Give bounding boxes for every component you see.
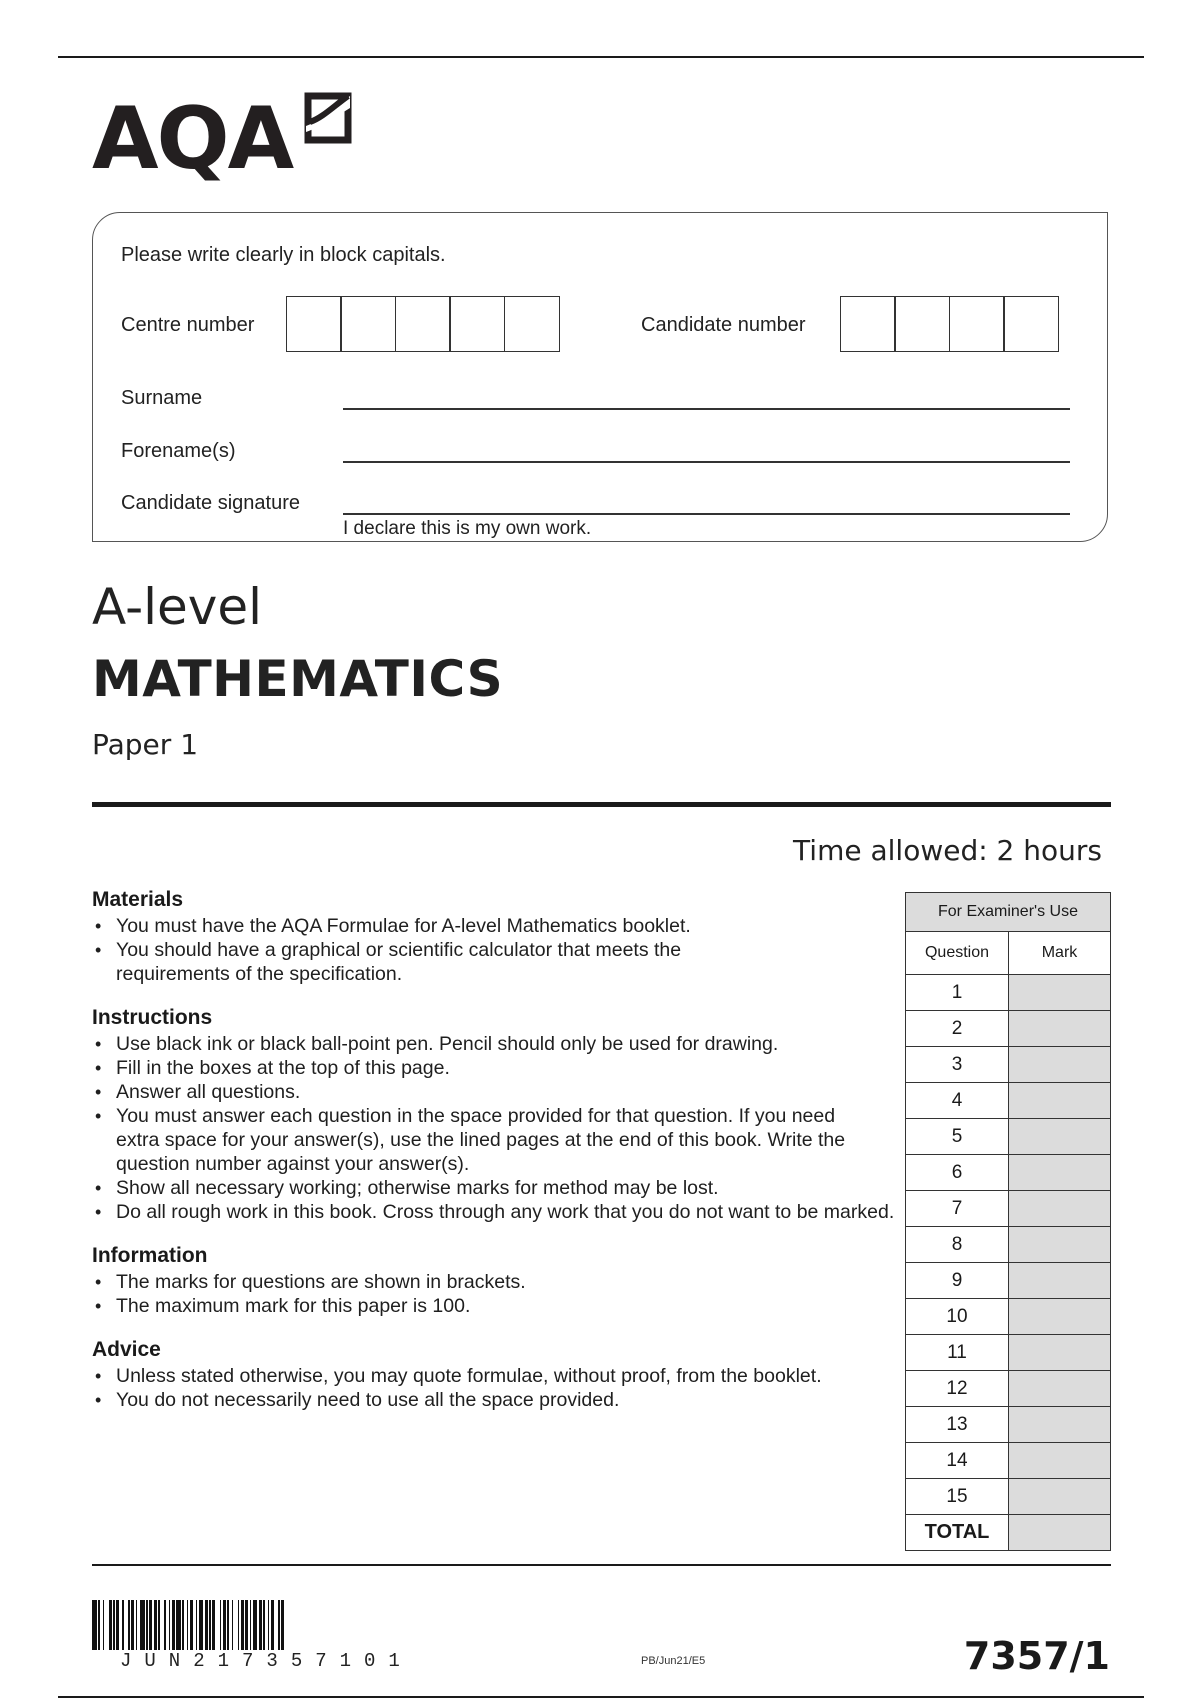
list-item: • You must have the AQA Formulae for A-level Mathematics booklet. <box>92 914 892 938</box>
section-heading: Materials <box>92 888 184 911</box>
mark-cell[interactable] <box>1009 1083 1111 1119</box>
question-number: 7 <box>906 1191 1009 1227</box>
question-number: 10 <box>906 1299 1009 1335</box>
aqa-logo-mark-icon <box>304 92 352 144</box>
barcode <box>92 1598 286 1650</box>
table-row <box>906 1191 1111 1227</box>
candidate-number-boxes[interactable] <box>841 296 1059 352</box>
list-item: • You must answer each question in the space provided for that question. If you need extra space for your answer(s), use the lined pages at the end of this book. Write the question number against your answer(s). <box>92 1104 856 1176</box>
total-mark-cell[interactable] <box>1009 1515 1111 1551</box>
candidate-number-digit-box[interactable] <box>840 296 896 352</box>
forenames-field[interactable] <box>343 461 1070 463</box>
subject-title: MATHEMATICS <box>92 650 504 708</box>
footer-divider <box>92 1564 1111 1566</box>
table-row <box>906 1047 1111 1083</box>
signature-label: Candidate signature <box>121 492 301 514</box>
mark-cell[interactable] <box>1009 1263 1111 1299</box>
table-row <box>906 1371 1111 1407</box>
mark-cell[interactable] <box>1009 1479 1111 1515</box>
mark-cell[interactable] <box>1009 1299 1111 1335</box>
table-row <box>906 1299 1111 1335</box>
surname-label: Surname <box>121 387 203 409</box>
mark-cell[interactable] <box>1009 1371 1111 1407</box>
centre-number-digit-box[interactable] <box>395 296 451 352</box>
candidate-number-digit-box[interactable] <box>949 296 1005 352</box>
examiner-use-table <box>905 892 1111 1551</box>
table-row <box>906 1155 1111 1191</box>
list-item: • Use black ink or black ball-point pen. Pencil should only be used for drawing. <box>92 1032 892 1056</box>
block-capitals-instruction: Please write clearly in block capitals. <box>121 244 446 266</box>
examiner-table-body <box>906 975 1111 1515</box>
document-reference: PB/Jun21/E5 <box>641 1655 706 1667</box>
question-number: 8 <box>906 1227 1009 1263</box>
declaration-text: I declare this is my own work. <box>343 518 592 539</box>
information-section <box>92 1244 892 1318</box>
question-number: 1 <box>906 975 1009 1011</box>
mark-cell[interactable] <box>1009 1011 1111 1047</box>
list-item: • Fill in the boxes at the top of this page. <box>92 1056 892 1080</box>
mark-cell[interactable] <box>1009 1119 1111 1155</box>
mark-cell[interactable] <box>1009 1407 1111 1443</box>
title-divider <box>92 802 1111 807</box>
table-row <box>906 1263 1111 1299</box>
total-label: TOTAL <box>906 1515 1009 1551</box>
table-row <box>906 1119 1111 1155</box>
question-number: 14 <box>906 1443 1009 1479</box>
mark-cell[interactable] <box>1009 1047 1111 1083</box>
signature-field[interactable] <box>343 513 1070 515</box>
table-row <box>906 975 1111 1011</box>
barcode-gap <box>284 1600 286 1650</box>
surname-field[interactable] <box>343 408 1070 410</box>
advice-section <box>92 1338 892 1412</box>
list-item: • Answer all questions. <box>92 1080 892 1104</box>
mark-cell[interactable] <box>1009 1443 1111 1479</box>
aqa-logo: AQA <box>92 89 293 189</box>
table-row <box>906 1011 1111 1047</box>
table-row <box>906 1083 1111 1119</box>
mark-cell[interactable] <box>1009 975 1111 1011</box>
list-item: • You do not necessarily need to use all the space provided. <box>92 1388 892 1412</box>
centre-number-digit-box[interactable] <box>340 296 396 352</box>
barcode-digits: JUN217357101 <box>120 1650 413 1672</box>
question-number: 6 <box>906 1155 1009 1191</box>
top-rule <box>58 56 1144 58</box>
list-item: • You should have a graphical or scientific calculator that meets the requirements of the specification. <box>92 938 776 986</box>
table-row <box>906 1443 1111 1479</box>
time-allowed: Time allowed: 2 hours <box>793 834 1102 867</box>
list-item: • The maximum mark for this paper is 100. <box>92 1294 892 1318</box>
candidate-number-digit-box[interactable] <box>1003 296 1059 352</box>
centre-number-digit-box[interactable] <box>286 296 342 352</box>
question-number: 5 <box>906 1119 1009 1155</box>
question-column-header: Question <box>906 932 1009 975</box>
list-item: • The marks for questions are shown in brackets. <box>92 1270 892 1294</box>
materials-section <box>92 888 892 986</box>
paper-code: 7357/1 <box>963 1634 1110 1678</box>
bottom-rule <box>58 1696 1144 1698</box>
examiner-table-title: For Examiner's Use <box>906 893 1111 932</box>
forenames-label: Forename(s) <box>121 440 236 462</box>
list-item: • Show all necessary working; otherwise marks for method may be lost. <box>92 1176 892 1200</box>
centre-number-boxes[interactable] <box>287 296 560 352</box>
table-row <box>906 1479 1111 1515</box>
question-number: 15 <box>906 1479 1009 1515</box>
qualification-level: A-level <box>92 578 263 636</box>
instructions-section <box>92 1006 895 1224</box>
mark-cell[interactable] <box>1009 1335 1111 1371</box>
instruction-sections <box>92 888 895 1432</box>
question-number: 9 <box>906 1263 1009 1299</box>
section-heading: Advice <box>92 1338 161 1361</box>
centre-number-label: Centre number <box>121 314 255 336</box>
question-number: 2 <box>906 1011 1009 1047</box>
mark-column-header: Mark <box>1009 932 1111 975</box>
section-heading: Instructions <box>92 1006 213 1029</box>
table-row <box>906 1227 1111 1263</box>
question-number: 12 <box>906 1371 1009 1407</box>
table-row <box>906 1335 1111 1371</box>
mark-cell[interactable] <box>1009 1155 1111 1191</box>
centre-number-digit-box[interactable] <box>449 296 505 352</box>
list-item: • Unless stated otherwise, you may quote formulae, without proof, from the booklet. <box>92 1364 856 1388</box>
mark-cell[interactable] <box>1009 1191 1111 1227</box>
question-number: 4 <box>906 1083 1009 1119</box>
question-number: 3 <box>906 1047 1009 1083</box>
list-item: • Do all rough work in this book. Cross through any work that you do not want to be marked. <box>92 1200 896 1224</box>
mark-cell[interactable] <box>1009 1227 1111 1263</box>
section-heading: Information <box>92 1244 208 1267</box>
table-row <box>906 1407 1111 1443</box>
candidate-number-label: Candidate number <box>641 314 806 336</box>
question-number: 13 <box>906 1407 1009 1443</box>
centre-number-digit-box[interactable] <box>504 296 560 352</box>
candidate-number-digit-box[interactable] <box>894 296 950 352</box>
question-number: 11 <box>906 1335 1009 1371</box>
paper-number: Paper 1 <box>92 728 199 761</box>
